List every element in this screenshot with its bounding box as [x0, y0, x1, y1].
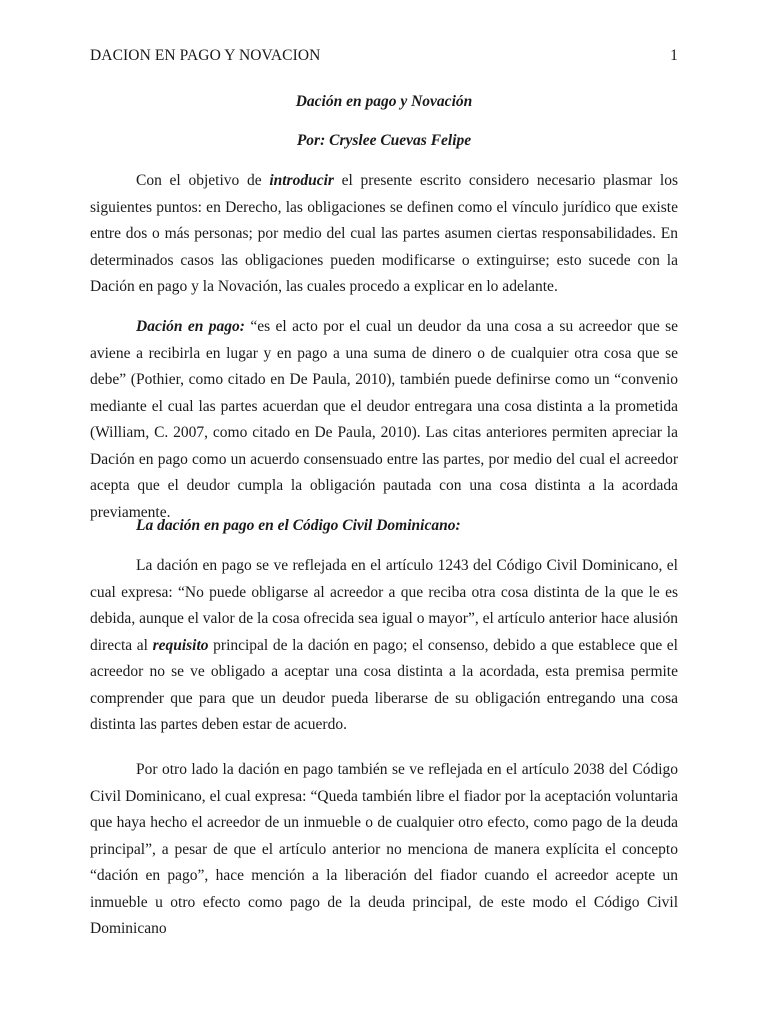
document-title: Dación en pago y Novación	[295, 93, 473, 110]
paragraph-article-1243	[90, 553, 678, 739]
term-dacion-en-pago: Dación en pago:	[136, 318, 245, 335]
emphasis-requisito: requisito	[152, 636, 209, 654]
paragraph-dacion-definition	[90, 314, 678, 526]
paragraph-article-2038	[90, 757, 678, 943]
paragraph-text: “es el acto por el cual un deudor da una cosa a su acreedor que se aviene a recibirla en lugar y en pago a una suma de dinero o de cualquier otra cosa que se debe” (Pothier, como citado en De Paula, 2010), también puede definirse como un “convenio mediante el cual las partes acuerdan que el deudor entregara una cosa distinta a la prometida (William, C. 2007, como citado en De Paula, 2010). Las citas anteriores permiten apreciar la Dación en pago como un acuerdo consensuado entre las partes, por medio del cual el acreedor acepta que el deudor cumpla la obligación pautada con una cosa distinta a la acordada previamente.	[90, 318, 679, 521]
paragraph-text: La dación en pago se ve reflejada en el artículo 1243 del Código Civil Dominicano, el cual expresa: “No puede obligarse al acreedor a que reciba otra cosa distinta de la que le es debida, aunque el valor de la cosa ofrecida sea igual o mayor”, el artículo anterior hace alusión directa al	[90, 557, 678, 654]
emphasis-introducir: introducir	[269, 172, 334, 189]
paragraph-text: Por otro lado la dación en pago también se ve reflejada en el artículo 2038 del Código Civil Dominicano, el cual expresa: “Queda también libre el fiador por la aceptación voluntaria que haya hecho el acreedor de un inmueble o de cualquier otro efecto, como pago de la deuda principal”, a pesar de que el artículo anterior no menciona de manera explícita el concepto “dación en pago”, hace mención a la liberación del fiador cuando el acreedor acepte un inmueble u otro efecto como pago de la deuda principal, de este modo el Código Civil Dominicano	[90, 761, 678, 937]
paragraph-text: el presente escrito considero necesario plasmar los siguientes puntos: en Derecho, las obligaciones se definen como el vínculo jurídico que existe entre dos o más personas; por medio del cual las partes asumen ciertas responsabilidades. En determinados casos las obligaciones pueden modificarse o extinguirse; esto sucede con la Dación en pago y la Novación, las cuales procedo a explicar en lo adelante.	[90, 172, 678, 295]
section-heading: La dación en pago en el Código Civil Dominicano:	[136, 517, 461, 534]
document-author: Por: Cryslee Cuevas Felipe	[296, 132, 472, 149]
paragraph-text: Con el objetivo de	[136, 172, 270, 189]
paragraph-introduction	[90, 168, 678, 301]
running-head-title: DACION EN PAGO Y NOVACION	[90, 47, 321, 64]
document-page	[90, 0, 678, 1024]
page-number: 1	[670, 47, 678, 64]
paragraph-text: principal de la dación en pago; el consenso, debido a que establece que el acreedor no se ve obligado a aceptar una cosa distinta a la acordada, esta premisa permite comprender que para que un deudor pueda liberarse de su obligación entregando una cosa distinta las partes deben estar de acuerdo.	[90, 636, 678, 733]
